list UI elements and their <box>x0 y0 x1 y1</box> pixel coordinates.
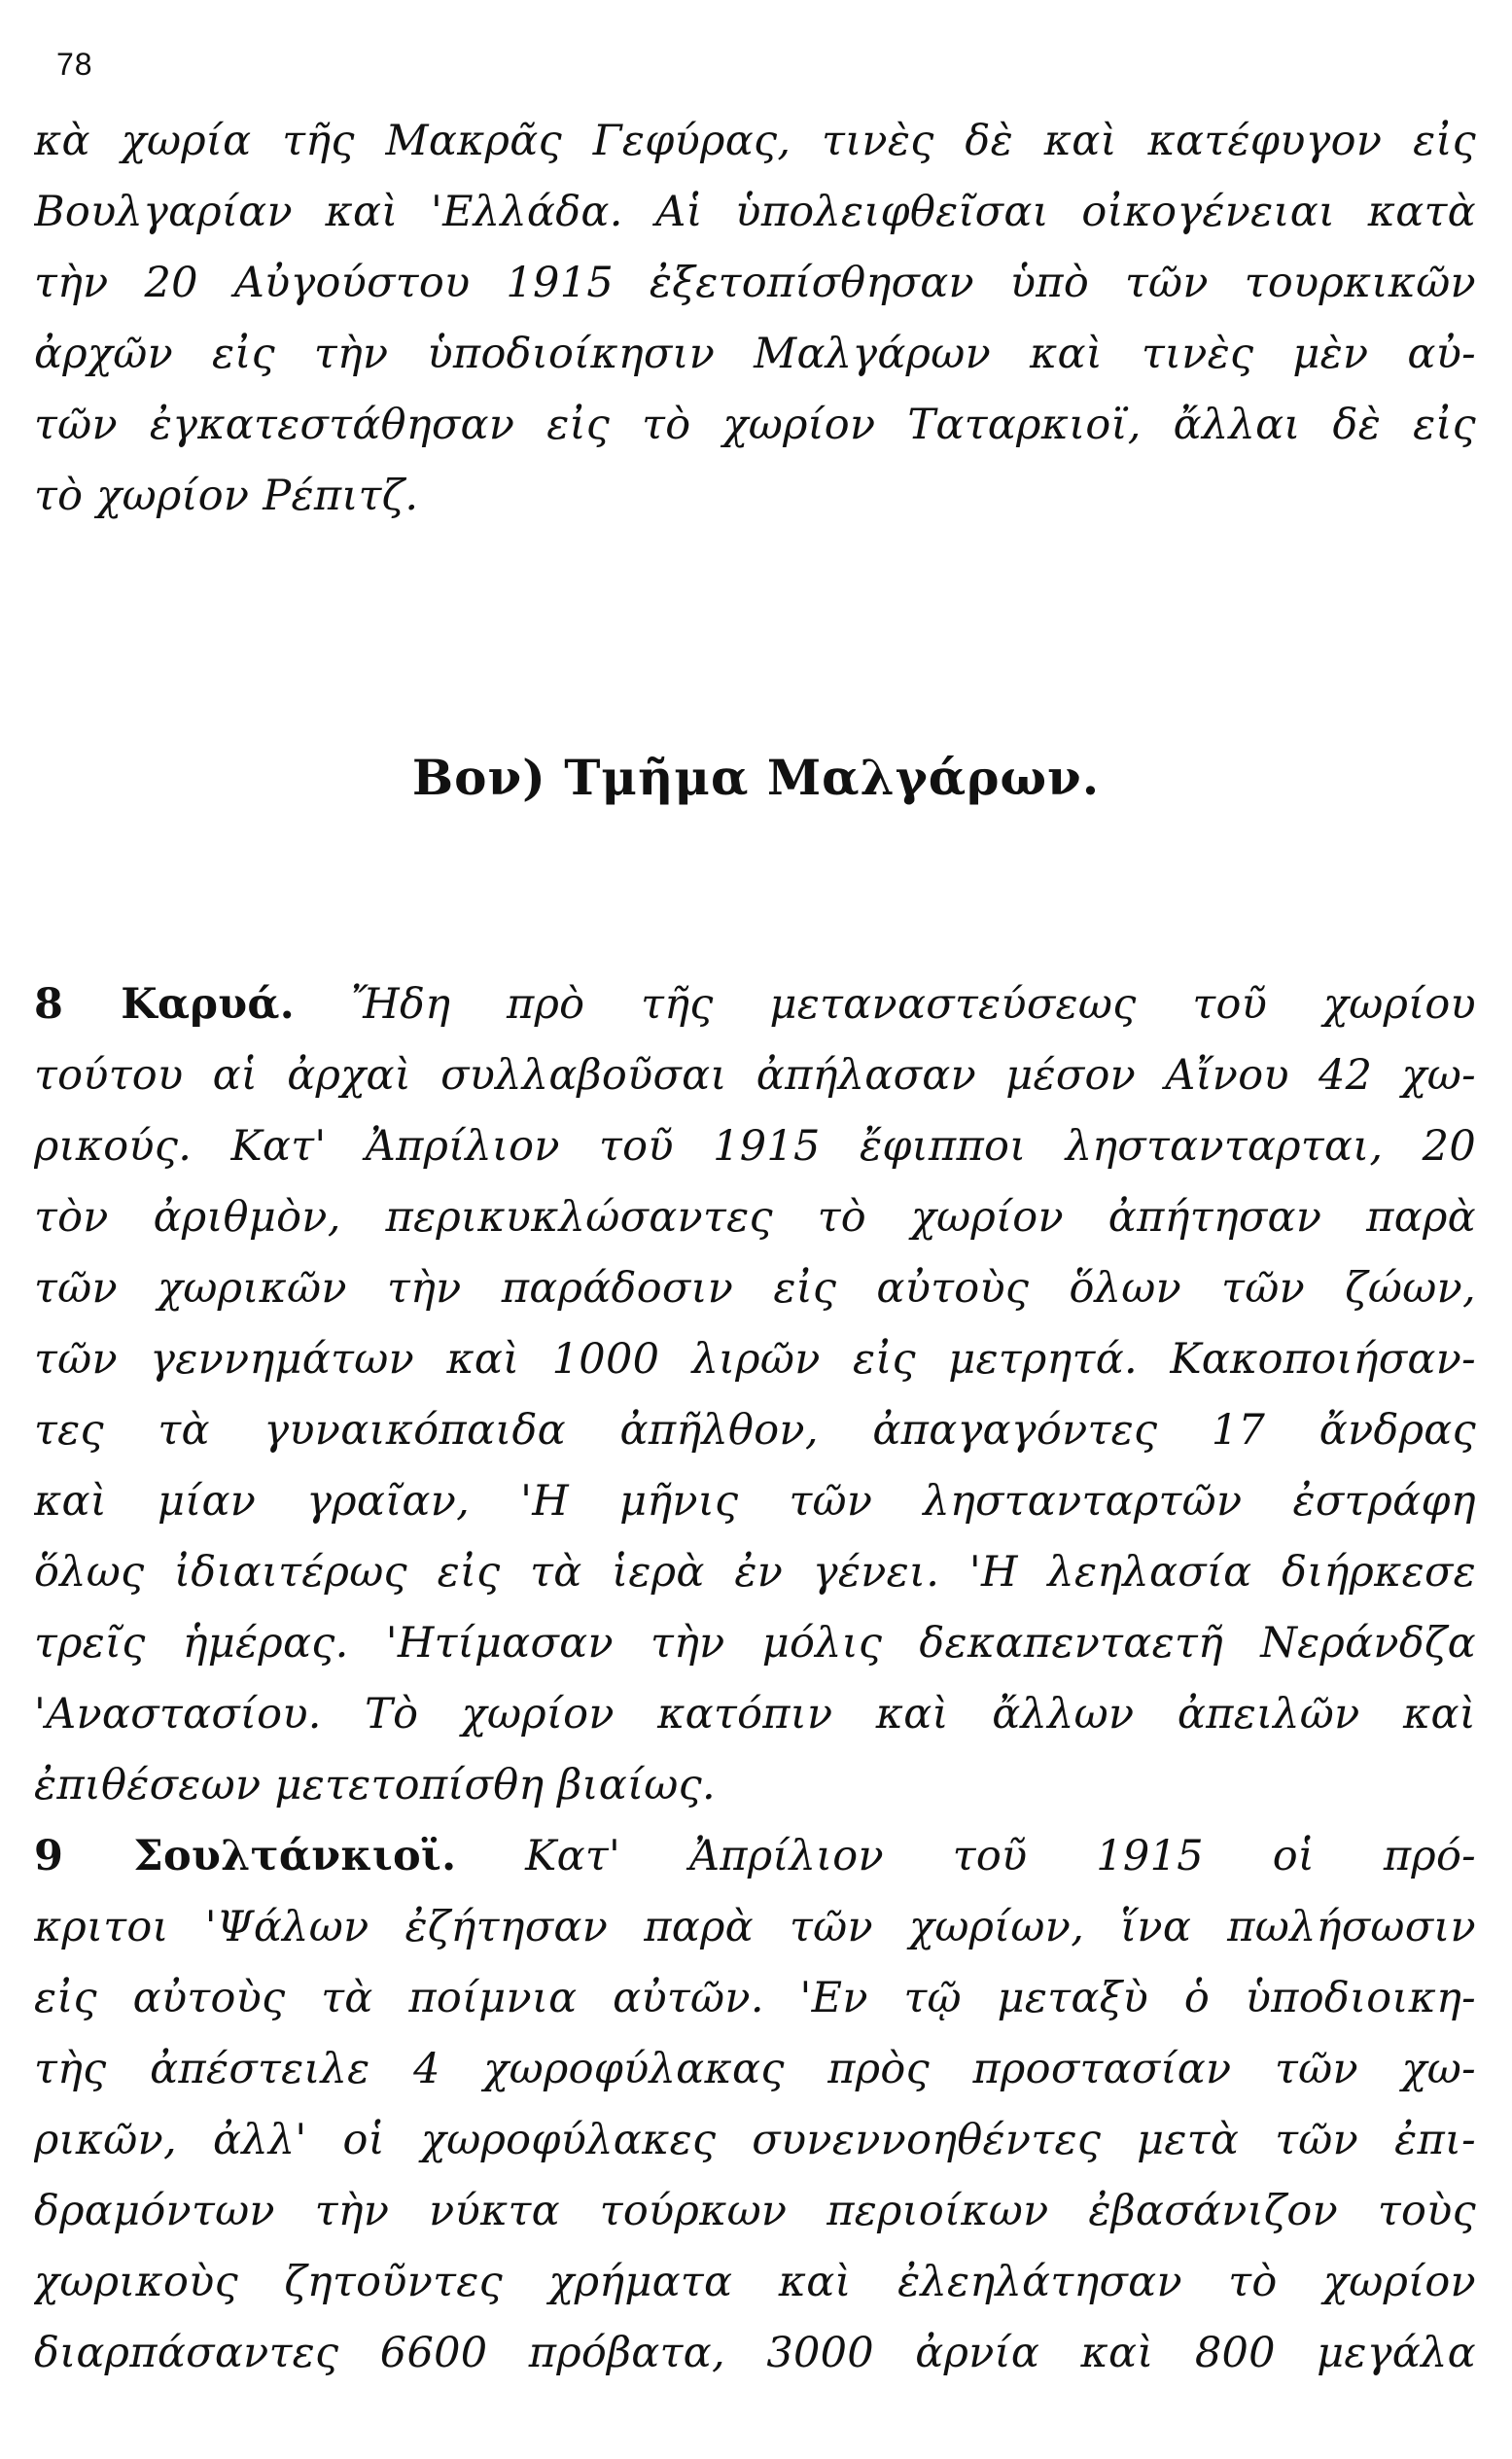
text-line: ρικῶν, ἀλλ' οἱ χωροφύλακες συνεννοηθέντες μετὰ τῶν ἐπι- <box>34 2116 1476 2164</box>
text-line: κὰ χωρία τῆς Μακρᾶς Γεφύρας, τινὲς δὲ καὶ κατέφυγον εἰς <box>34 117 1476 165</box>
text-line: τὴν 20 Αὐγούστου 1915 ἐξετοπίσθησαν ὑπὸ τῶν τουρκικῶν <box>34 259 1476 307</box>
text-line: τῶν γεννημάτων καὶ 1000 λιρῶν εἰς μετρητά. Κακοποιήσαν- <box>34 1335 1476 1384</box>
text-line: τρεῖς ἡμέρας. 'Ητίμασαν τὴν μόλις δεκαπενταετῆ Νεράνδζα <box>34 1619 1476 1668</box>
text-line: κριτοι 'Ψάλων ἐζήτησαν παρὰ τῶν χωρίων, ἵνα πωλήσωσιν <box>34 1903 1476 1951</box>
text-line: τὸ χωρίον Ρέπιτζ. <box>34 472 419 520</box>
entry-first-line <box>34 1829 1476 1883</box>
text-line: τὸν ἀριθμὸν, περικυκλώσαντες τὸ χωρίον ἀπήτησαν παρὰ <box>34 1193 1476 1242</box>
entry-first-line-text: Κατ' Ἀπρίλιον τοῦ 1915 οἱ πρό- <box>525 1832 1476 1880</box>
entry-first-line-text: Ἤδη πρὸ τῆς μεταναστεύσεως τοῦ χωρίου <box>350 980 1476 1029</box>
text-line: Βουλγαρίαν καὶ 'Ελλάδα. Αἱ ὑπολειφθεῖσαι οἰκογένειαι κατὰ <box>34 188 1476 236</box>
text-line: τὴς ἀπέστειλε 4 χωροφύλακας πρὸς προστασίαν τῶν χω- <box>34 2045 1476 2093</box>
text-line: τούτου αἱ ἀρχαὶ συλλαβοῦσαι ἀπήλασαν μέσον Αἴνου 42 χω- <box>34 1051 1476 1100</box>
text-line: εἰς αὐτοὺς τὰ ποίμνια αὐτῶν. 'Εν τῷ μεταξὺ ὁ ὑποδιοικη- <box>34 1974 1476 2022</box>
text-line: χωρικοὺς ζητοῦντες χρήματα καὶ ἐλεηλάτησαν τὸ χωρίον <box>34 2258 1476 2306</box>
text-line: τῶν χωρικῶν τὴν παράδοσιν εἰς αὐτοὺς ὅλων τῶν ζώων, <box>34 1264 1476 1313</box>
text-line: 'Αναστασίου. Τὸ χωρίον κατόπιν καὶ ἄλλων ἀπειλῶν καὶ <box>34 1690 1476 1739</box>
text-line: ρικούς. Κατ' Ἀπρίλιον τοῦ 1915 ἔφιπποι ληστανταρται, 20 <box>34 1122 1476 1171</box>
text-line: δραμόντων τὴν νύκτα τούρκων περιοίκων ἐβασάνιζον τοὺς <box>34 2187 1476 2235</box>
text-line: τῶν ἐγκατεστάθησαν εἰς τὸ χωρίον Ταταρκιοϊ, ἄλλαι δὲ εἰς <box>34 401 1476 449</box>
page-number: 78 <box>56 47 93 82</box>
text-line: καὶ μίαν γραῖαν, 'Η μῆνις τῶν ληστανταρτῶν ἐστράφη <box>34 1477 1476 1526</box>
text-line: ὅλως ἰδιαιτέρως εἰς τὰ ἱερὰ ἐν γένει. 'Η λεηλασία διήρκεσε <box>34 1548 1476 1597</box>
text-line: ἐπιθέσεων μετετοπίσθη βιαίως. <box>34 1761 716 1809</box>
text-line: τες τὰ γυναικόπαιδα ἀπῆλθον, ἀπαγαγόντες 17 ἄνδρας <box>34 1406 1476 1455</box>
text-line: ἀρχῶν εἰς τὴν ὑποδιοίκησιν Μαλγάρων καὶ τινὲς μὲν αὐ- <box>34 330 1476 378</box>
entry-title: 8 Καρυά. <box>34 980 296 1029</box>
entry-title: 9 Σουλτάνκιοϊ. <box>34 1832 457 1880</box>
section-heading: Βον) Τμῆμα Μαλγάρων. <box>411 749 1101 806</box>
text-line: διαρπάσαντες 6600 πρόβατα, 3000 ἀρνία καὶ 800 μεγάλα <box>34 2329 1476 2377</box>
